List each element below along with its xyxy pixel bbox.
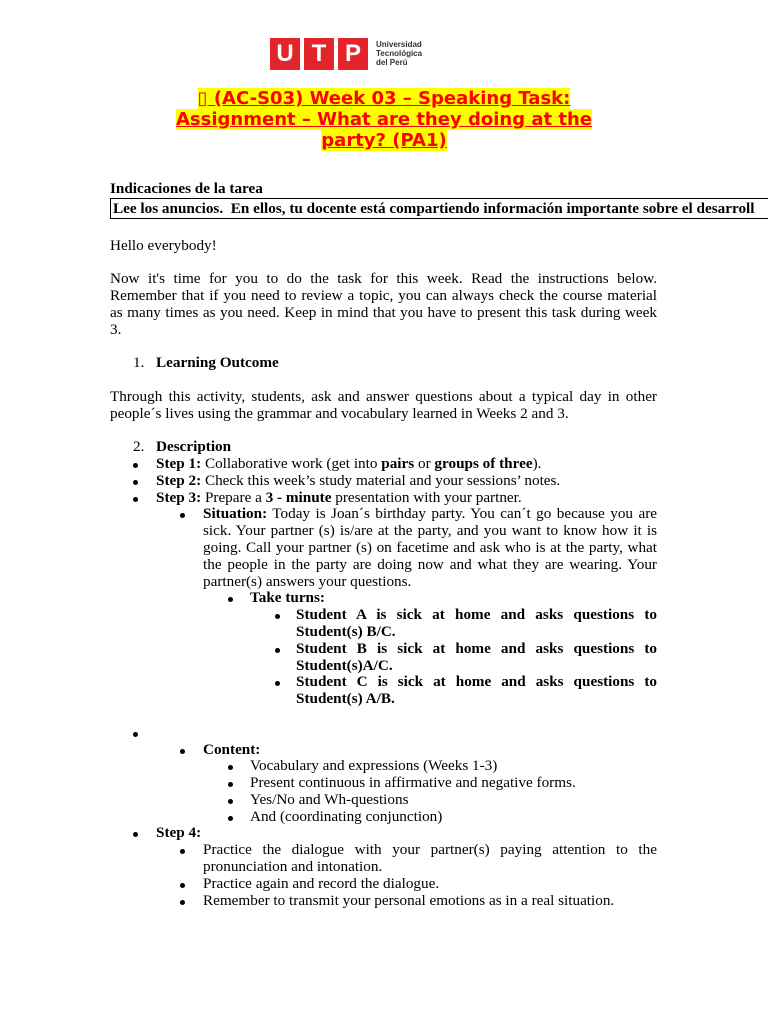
bullet-icon	[228, 799, 233, 804]
paragraph-line: as many times as you need. Keep in mind that you have to present this task during week	[110, 303, 657, 321]
logo-letter-t: T	[304, 38, 334, 70]
greeting: Hello everybody!	[110, 236, 217, 254]
paragraph-line: Remember that if you need to review a topic, you can always check the course material	[110, 286, 657, 304]
content-entry-text: And (coordinating conjunction)	[250, 807, 443, 825]
situation-label: Situation:	[203, 505, 268, 523]
list-item-situation	[110, 506, 657, 590]
list-item-content-entry	[110, 792, 657, 809]
step-text: or	[414, 454, 435, 472]
bullet-icon	[133, 832, 138, 837]
bullet-icon	[228, 765, 233, 770]
bullet-icon	[275, 614, 280, 619]
section-heading: Description	[156, 438, 232, 456]
content-entry-text: Vocabulary and expressions (Weeks 1-3)	[250, 757, 498, 775]
title-line-3: party? (PA1)	[321, 130, 447, 151]
bullet-icon	[228, 597, 233, 602]
title-line-1: ▯ (AC-S03) Week 03 – Speaking Task:	[197, 88, 571, 109]
instructions-heading: Indicaciones de la tarea	[110, 180, 263, 197]
announcement-notice-box: Lee los anuncios. En ellos, tu docente está compartiendo información importante sobre el desarroll	[110, 198, 768, 219]
list-item-student-a	[110, 607, 657, 641]
assignment-title	[0, 88, 768, 151]
bullet-icon	[133, 480, 138, 485]
section-number: 2.	[133, 438, 145, 456]
paragraph-line: Student C is sick at home and asks questions to	[296, 673, 657, 691]
list-item-empty	[110, 725, 657, 742]
paragraph-line: Student A is sick at home and asks questions to	[296, 606, 657, 624]
step-text: presentation with your partner.	[331, 488, 522, 506]
paragraph-line: the people in the party are doing now and what they are wearing. Your	[203, 555, 657, 573]
bullet-icon	[180, 883, 185, 888]
list-item-content	[110, 742, 657, 759]
section-heading: Learning Outcome	[156, 354, 279, 372]
step-emphasis: groups of three	[434, 454, 533, 472]
logo-name-line: Universidad	[376, 40, 422, 49]
bullet-icon	[228, 816, 233, 821]
list-item-content-entry	[110, 809, 657, 826]
logo-name-line: Tecnológica	[376, 49, 423, 58]
bullet-icon	[228, 782, 233, 787]
paragraph-line: Student(s) A/B.	[296, 690, 395, 708]
bullet-icon	[180, 513, 185, 518]
paragraph-line: partner(s) answers your questions.	[203, 572, 412, 590]
step-label: Step 1:	[156, 454, 202, 472]
step4-item-text: Remember to transmit your personal emotions as in a real situation.	[203, 891, 615, 909]
paragraph-line: going. Call your partner (s) on facetime and ask who is at the party, what	[203, 538, 657, 556]
list-item-remember	[110, 893, 657, 910]
step-text: Prepare a	[201, 488, 266, 506]
list-item-step-4	[110, 825, 657, 842]
title-line-wrapper	[0, 88, 768, 109]
blank-line	[110, 422, 657, 439]
bullet-icon	[180, 749, 185, 754]
paragraph-line: 3.	[110, 320, 122, 338]
take-turns-label: Take turns:	[250, 589, 325, 607]
list-item-step-2	[110, 473, 657, 490]
title-line-wrapper	[0, 109, 768, 130]
title-line-2: Assignment – What are they doing at the	[176, 109, 592, 130]
paragraph-line: Student(s)A/C.	[296, 656, 393, 674]
list-item-step-3	[110, 490, 657, 507]
section-number: 1.	[133, 354, 145, 372]
paragraph-line: Student B is sick at home and asks questions to	[296, 639, 657, 657]
step-label: Step 2:	[156, 471, 202, 489]
step-emphasis: 3 - minute	[265, 488, 332, 506]
bullet-icon	[180, 900, 185, 905]
situation-text: Today is Joan´s birthday party. You can´t go because you are	[267, 505, 657, 523]
document-body	[110, 238, 657, 910]
step-text: ).	[532, 454, 542, 472]
step-text: Collaborative work (get into	[201, 454, 382, 472]
step4-item-text: Practice again and record the dialogue.	[203, 874, 440, 892]
bullet-icon	[275, 681, 280, 686]
intro-paragraph	[110, 271, 657, 338]
list-item-practice-dialogue	[110, 842, 657, 876]
title-line-wrapper	[0, 130, 768, 151]
logo-name-line: del Perú	[376, 58, 408, 67]
bullet-icon	[275, 648, 280, 653]
learning-outcome-paragraph	[110, 389, 657, 423]
logo-university-name	[376, 40, 422, 67]
blank-line	[110, 338, 657, 355]
list-item-student-b	[110, 641, 657, 675]
content-label: Content:	[203, 740, 261, 758]
logo-letter-u: U	[270, 38, 300, 70]
paragraph-line: pronunciation and intonation.	[203, 858, 383, 876]
bullet-icon	[133, 497, 138, 502]
step-emphasis: pairs	[381, 454, 415, 472]
bullet-icon	[133, 463, 138, 468]
step-label: Step 3:	[156, 488, 202, 506]
paragraph-line: Through this activity, students, ask and answer questions about a typical day in other	[110, 387, 657, 405]
content-entry-text: Present continuous in affirmative and negative forms.	[250, 774, 576, 792]
step-text: Check this week’s study material and your sessions’ notes.	[201, 471, 561, 489]
paragraph-line: Practice the dialogue with your partner(s) paying attention to the	[203, 841, 657, 859]
content-entry-text: Yes/No and Wh-questions	[250, 790, 409, 808]
paragraph-line: sick. Your partner (s) is/are at the party, and you want to know how it is	[203, 522, 657, 540]
paragraph-line: Student(s) B/C.	[296, 622, 396, 640]
bullet-icon	[133, 732, 138, 737]
paragraph-line	[203, 506, 657, 523]
step-label: Step 4:	[156, 824, 202, 842]
section-learning-outcome	[110, 355, 657, 372]
list-item-step-1	[110, 456, 657, 473]
blank-line	[110, 372, 657, 389]
blank-line	[110, 254, 657, 271]
list-item-practice-again	[110, 876, 657, 893]
list-item-content-entry	[110, 758, 657, 775]
blank-line	[110, 708, 657, 725]
list-item-take-turns	[110, 590, 657, 607]
paragraph-line: Now it's time for you to do the task for this week. Read the instructions below.	[110, 270, 657, 288]
logo-letter-p: P	[338, 38, 368, 70]
bullet-icon	[180, 849, 185, 854]
list-item-student-c	[110, 674, 657, 708]
utp-logo	[270, 38, 422, 70]
list-item-content-entry	[110, 775, 657, 792]
section-description	[110, 439, 657, 456]
paragraph-line: people´s lives using the grammar and vocabulary learned in Weeks 2 and 3.	[110, 404, 569, 422]
